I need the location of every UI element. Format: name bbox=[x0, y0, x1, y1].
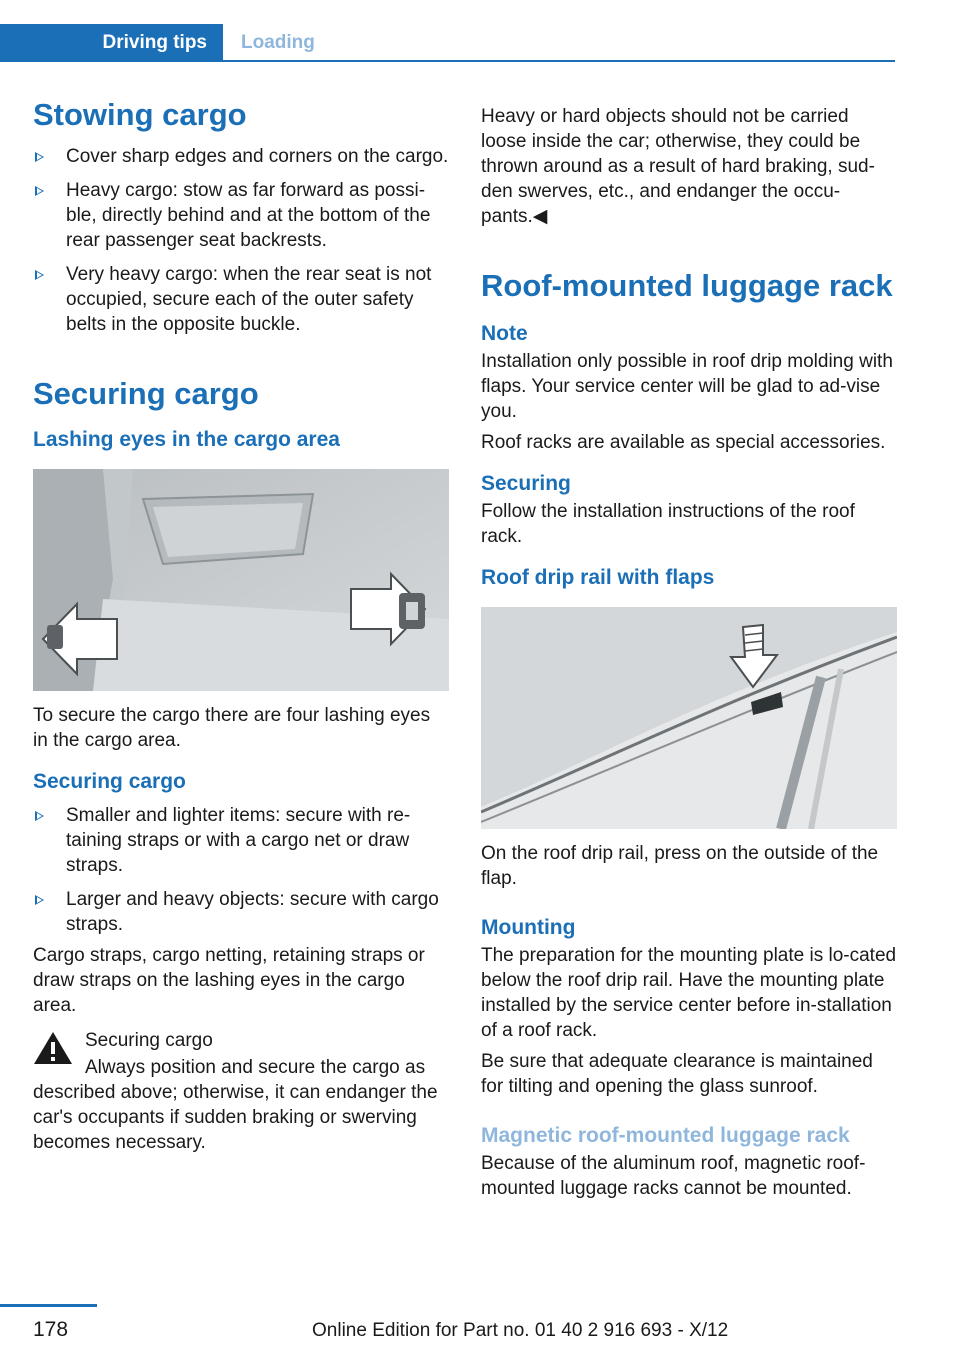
header-tabs bbox=[0, 24, 895, 62]
warning-text-first-line: Always position and secure the cargo as bbox=[85, 1057, 426, 1078]
securing-text: Follow the installation instructions of the roof rack. bbox=[481, 501, 855, 547]
header-rule bbox=[223, 60, 895, 62]
list-item: Heavy cargo: stow as far forward as possi‐ble, directly behind and at the bottom of the rear passenger seat backrests. bbox=[33, 178, 449, 253]
clearance-text: Be sure that adequate clearance is maintained for tilting and opening the glass sunroof. bbox=[481, 1051, 873, 1097]
warning-block bbox=[33, 1028, 449, 1155]
heavy-objects-text: Heavy or hard objects should not be carried loose inside the car; otherwise, they could be thrown around as a result of hard braking, sud‐den swerves, etc., and endanger the occu‐pants.◀ bbox=[481, 106, 875, 227]
list-item: Smaller and lighter items: secure with re‐taining straps or with a cargo net or draw straps. bbox=[33, 803, 449, 878]
securing-cargo-subheading: Securing cargo bbox=[33, 770, 186, 793]
tab-loading[interactable]: Loading bbox=[241, 32, 315, 53]
securing-cargo-heading: Securing cargo bbox=[33, 376, 259, 411]
edition-text: Online Edition for Part no. 01 40 2 916 693 - X/12 bbox=[312, 1320, 729, 1341]
drip-rail-text: On the roof drip rail, press on the outside of the flap. bbox=[481, 843, 879, 889]
securing-heading: Securing bbox=[481, 472, 571, 495]
note-heading: Note bbox=[481, 322, 528, 345]
list-item: Larger and heavy objects: secure with cargo straps. bbox=[33, 887, 449, 937]
mounting-heading: Mounting bbox=[481, 916, 576, 939]
drip-rail-heading: Roof drip rail with flaps bbox=[481, 566, 715, 589]
securing-list bbox=[33, 803, 449, 937]
magnetic-rack-text: Because of the aluminum roof, magnetic roof-mounted luggage racks cannot be mounted. bbox=[481, 1153, 866, 1199]
mounting-text: The preparation for the mounting plate is lo‐cated below the roof drip rail. Have the mounting plate installed by the service center before in‐stallation of a roof rack. bbox=[481, 945, 897, 1041]
straps-text: Cargo straps, cargo netting, retaining straps or draw straps on the lashing eyes in the cargo area. bbox=[33, 945, 425, 1016]
warning-triangle-icon bbox=[33, 1030, 73, 1066]
right-column bbox=[481, 104, 897, 1201]
warning-title: Securing cargo bbox=[85, 1030, 213, 1051]
stowing-list bbox=[33, 144, 449, 337]
list-item: Cover sharp edges and corners on the cargo. bbox=[33, 144, 449, 169]
roof-drip-rail-illustration bbox=[481, 607, 897, 829]
footer-rule bbox=[0, 1304, 97, 1307]
warning-text: described above; otherwise, it can endanger the car's occupants if sudden braking or swerving becomes necessary. bbox=[33, 1082, 438, 1153]
lashing-eyes-illustration bbox=[33, 469, 449, 691]
stowing-cargo-heading: Stowing cargo bbox=[33, 97, 247, 132]
lashing-eyes-heading: Lashing eyes in the cargo area bbox=[33, 428, 340, 451]
lashing-eyes-text: To secure the cargo there are four lashing eyes in the cargo area. bbox=[33, 705, 431, 751]
left-column bbox=[33, 96, 449, 1155]
page-number: 178 bbox=[33, 1318, 69, 1341]
roof-racks-accessories-text: Roof racks are available as special accessories. bbox=[481, 432, 886, 453]
cargo-area-drawing bbox=[33, 469, 449, 691]
tab-driving-tips[interactable]: Driving tips bbox=[0, 24, 223, 62]
list-item: Very heavy cargo: when the rear seat is not occupied, secure each of the outer safety belts in the opposite buckle. bbox=[33, 262, 449, 337]
magnetic-rack-heading: Magnetic roof-mounted luggage rack bbox=[481, 1124, 850, 1147]
note-text: Installation only possible in roof drip molding with flaps. Your service center will be glad to ad‐vise you. bbox=[481, 351, 893, 422]
roof-rack-heading: Roof-mounted luggage rack bbox=[481, 268, 893, 303]
roof-rail-drawing bbox=[481, 607, 897, 829]
